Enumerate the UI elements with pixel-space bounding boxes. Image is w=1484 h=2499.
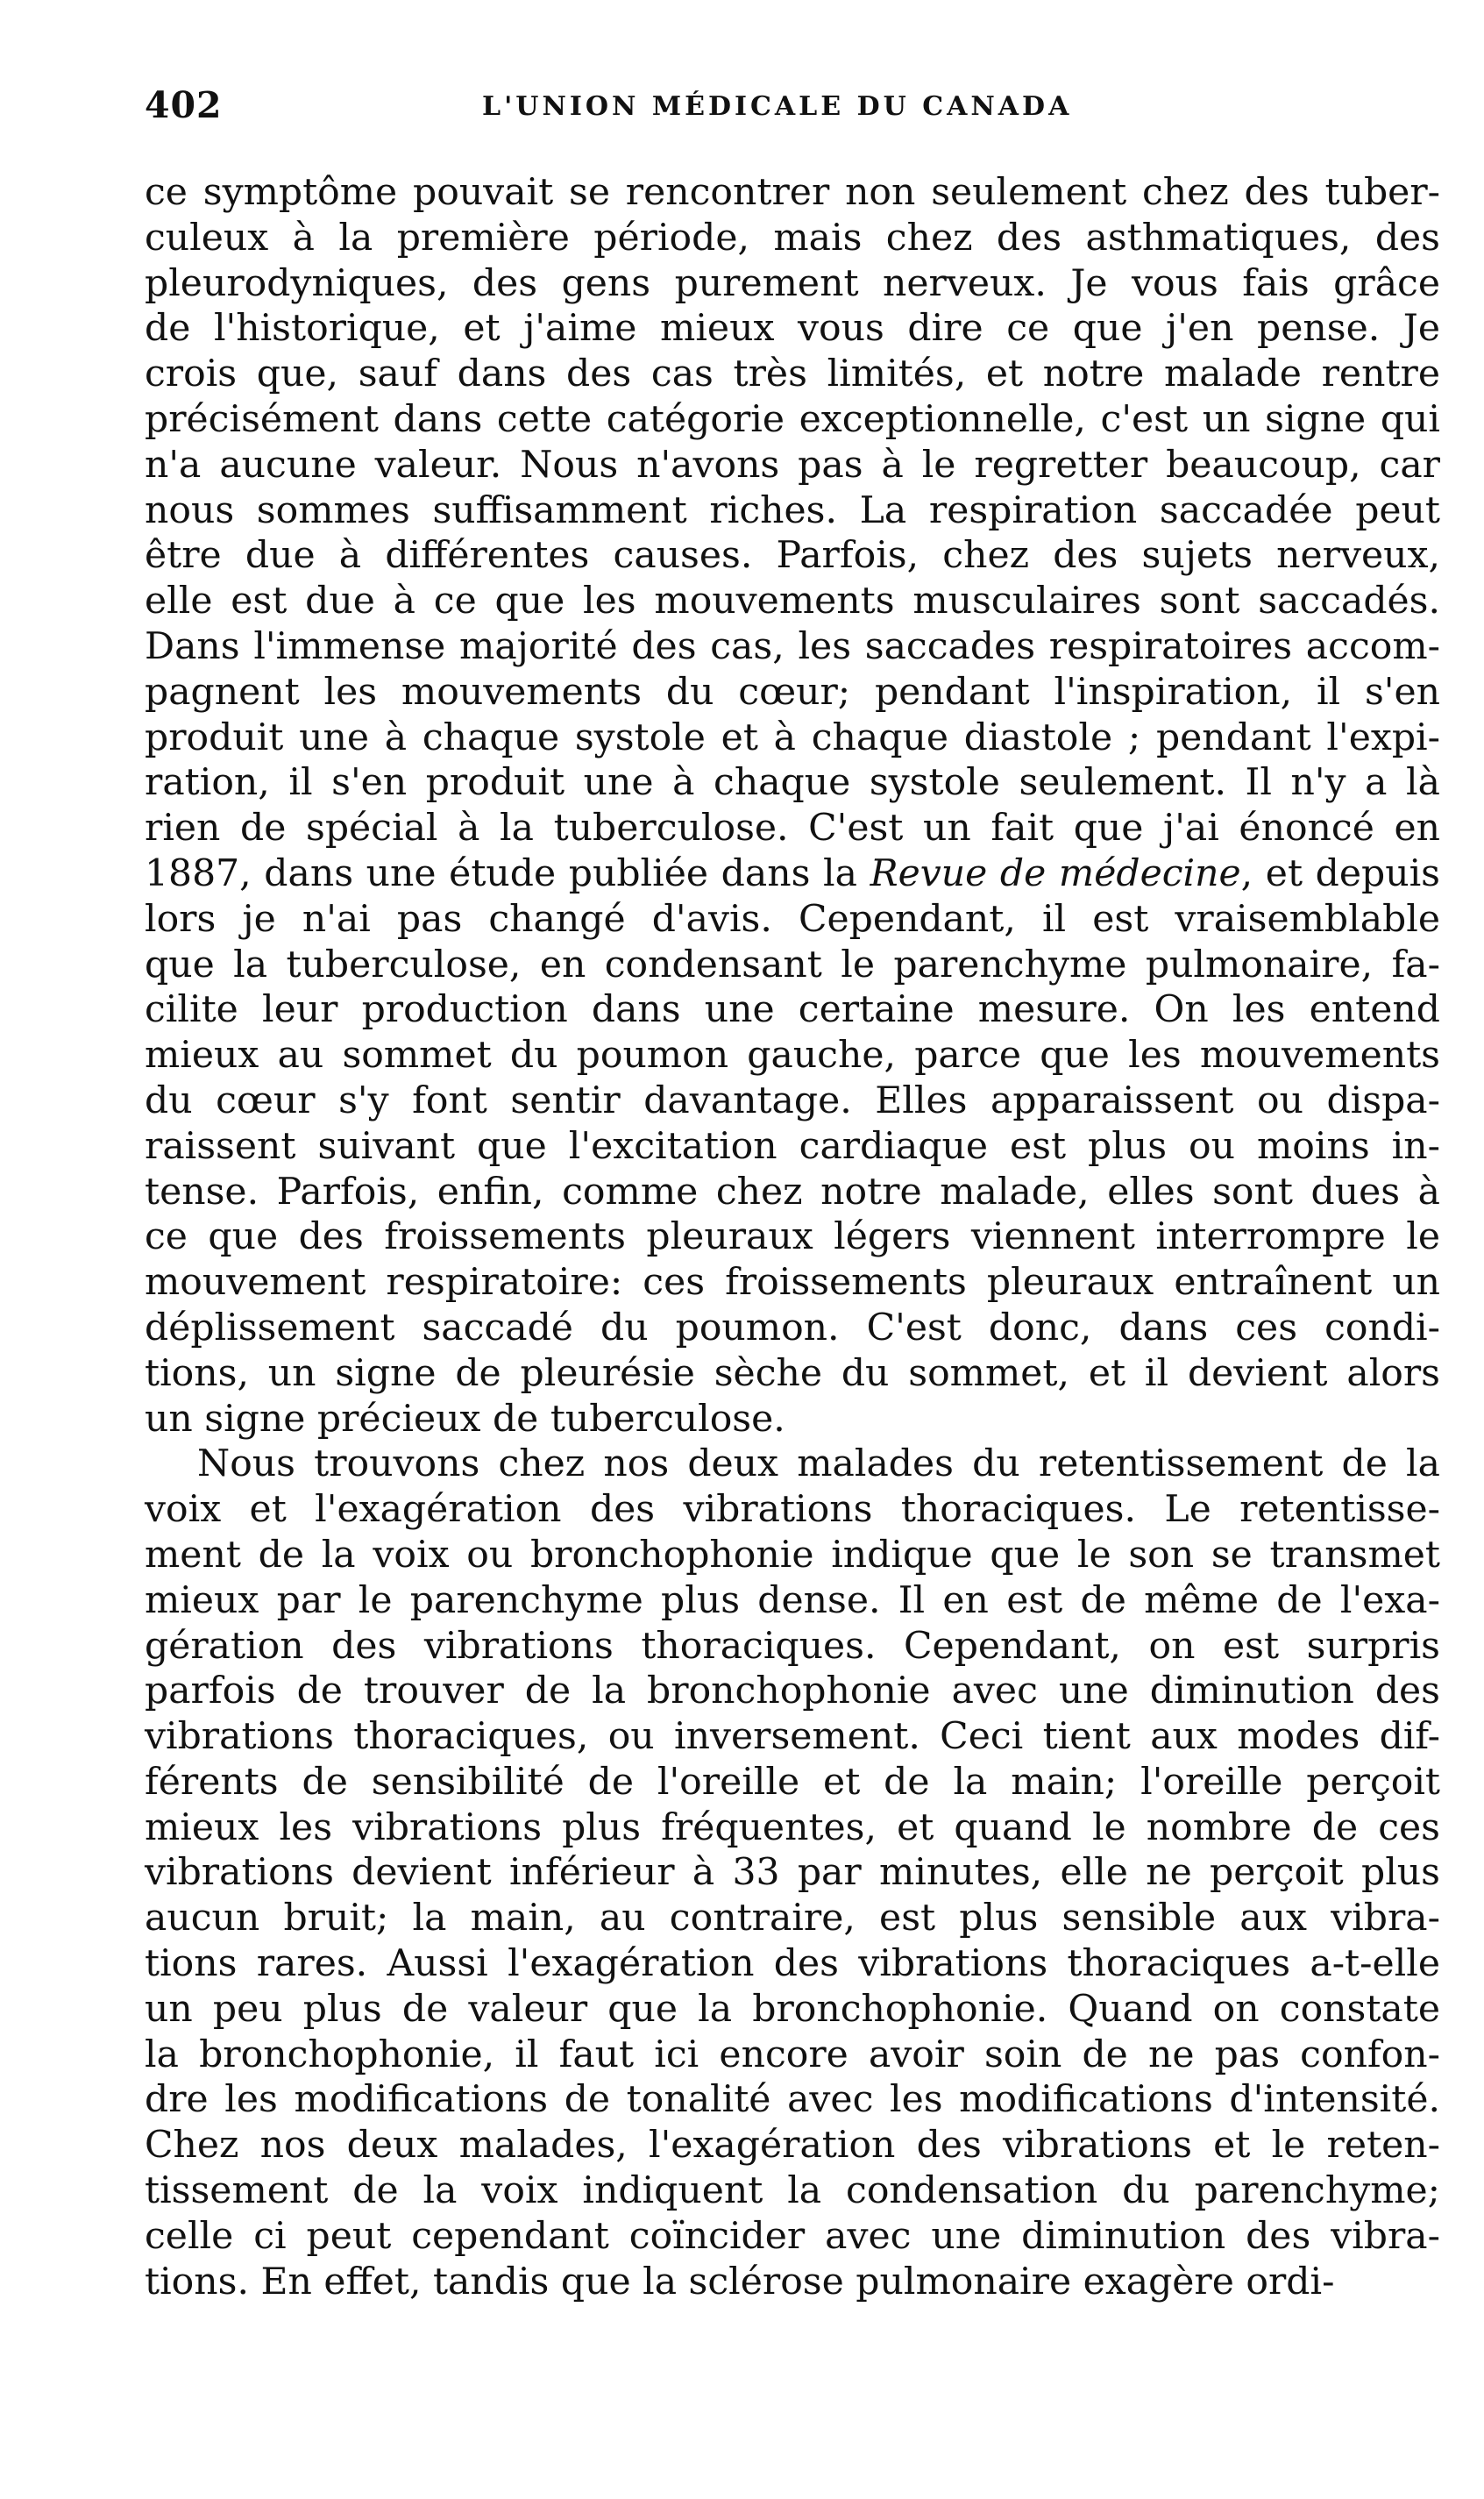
paragraph (145, 1442, 1440, 2304)
text-line: la bronchophonie, il faut ici encore avoir soin de ne pas confon- (145, 2033, 1440, 2076)
text-line: de l'historique, et j'aime mieux vous dire ce que j'en pense. Je (145, 307, 1440, 351)
text-line: tions rares. Aussi l'exagération des vibrations thoraciques a-t-elle (145, 1942, 1440, 1986)
text-line: ce symptôme pouvait se rencontrer non seulement chez des tuber- (145, 171, 1440, 214)
text-line: précisément dans cette catégorie exceptionnelle, c'est un signe qui (145, 397, 1440, 441)
text-line: déplissement saccadé du poumon. C'est donc, dans ces condi- (145, 1306, 1440, 1349)
body-text (145, 170, 1440, 2304)
text-line: rien de spécial à la tuberculose. C'est un fait que j'ai énoncé en (145, 807, 1440, 851)
text-line: ration, il s'en produit une à chaque systole seulement. Il n'y a là (145, 761, 1440, 805)
text-line: tions. En effet, tandis que la sclérose pulmonaire exagère ordi- (145, 2260, 1335, 2303)
book-page (145, 77, 1440, 2304)
text-line: Dans l'immense majorité des cas, les saccades respiratoires accom- (145, 624, 1440, 668)
text-line: aucun bruit; la main, au contraire, est plus sensible aux vibra- (145, 1897, 1440, 1940)
text-line: un signe précieux de tuberculose. (145, 1397, 785, 1441)
text-line: culeux à la première période, mais chez des asthmatiques, des (145, 216, 1440, 260)
text-line: celle ci peut cependant coïncider avec une diminution des vibra- (145, 2214, 1440, 2258)
text-line: parfois de trouver de la bronchophonie avec une diminution des (145, 1670, 1440, 1713)
text-line: que la tuberculose, en condensant le parenchyme pulmonaire, fa- (145, 943, 1440, 986)
text-line: elle est due à ce que les mouvements musculaires sont saccadés. (145, 580, 1440, 623)
text-line: crois que, sauf dans des cas très limités, et notre malade rentre (145, 352, 1440, 396)
text-line: ce que des froissements pleuraux légers viennent interrompre le (145, 1215, 1440, 1259)
text-line: tense. Parfois, enfin, comme chez notre malade, elles sont dues à (145, 1170, 1440, 1214)
text-line: tions, un signe de pleurésie sèche du sommet, et il devient alors (145, 1351, 1440, 1395)
text-line: un peu plus de valeur que la bronchophonie. Quand on constate (145, 1987, 1440, 2031)
page-number: 402 (145, 84, 223, 126)
text-line: Nous trouvons chez nos deux malades du retentissement de la (197, 1442, 1440, 1486)
text-line: 1887, dans une étude publiée dans la Revue de médecine, et depuis (145, 851, 1440, 895)
text-line: dre les modifications de tonalité avec les modifications d'intensité. (145, 2078, 1440, 2122)
text-line: n'a aucune valeur. Nous n'avons pas à le regretter beaucoup, car (145, 443, 1440, 487)
text-line: du cœur s'y font sentir davantage. Elles apparaissent ou dispa- (145, 1079, 1440, 1122)
text-line: ment de la voix ou bronchophonie indique que le son se transmet (145, 1533, 1440, 1577)
text-line: vibrations devient inférieur à 33 par minutes, elle ne perçoit plus (145, 1851, 1440, 1895)
page-header (145, 77, 1440, 130)
text-line: produit une à chaque systole et à chaque diastole ; pendant l'expi- (145, 716, 1440, 759)
text-line: vibrations thoraciques, ou inversement. Ceci tient aux modes dif- (145, 1715, 1440, 1759)
text-line: raissent suivant que l'excitation cardiaque est plus ou moins in- (145, 1124, 1440, 1168)
text-line: pagnent les mouvements du cœur; pendant l'inspiration, il s'en (145, 670, 1440, 714)
text-line: voix et l'exagération des vibrations thoraciques. Le retentisse- (145, 1488, 1440, 1532)
text-line: mieux au sommet du poumon gauche, parce que les mouvements (145, 1034, 1440, 1078)
text-line: mieux les vibrations plus fréquentes, et quand le nombre de ces (145, 1805, 1440, 1849)
text-line: être due à différentes causes. Parfois, chez des sujets nerveux, (145, 534, 1440, 578)
running-title: L'UNION MÉDICALE DU CANADA (482, 91, 1073, 122)
text-line: cilite leur production dans une certaine mesure. On les entend (145, 988, 1440, 1032)
text-line: Chez nos deux malades, l'exagération des vibrations et le reten- (145, 2124, 1440, 2168)
text-line: férents de sensibilité de l'oreille et de la main; l'oreille perçoit (145, 1760, 1440, 1804)
text-line: gération des vibrations thoraciques. Cependant, on est surpris (145, 1624, 1440, 1668)
text-line: lors je n'ai pas changé d'avis. Cependant, il est vraisemblable (145, 897, 1440, 941)
text-line: nous sommes suffisamment riches. La respiration saccadée peut (145, 488, 1440, 532)
paragraph (145, 170, 1440, 1442)
text-line: tissement de la voix indiquent la condensation du parenchyme; (145, 2169, 1440, 2213)
text-line: pleurodyniques, des gens purement nerveux. Je vous fais grâce (145, 261, 1440, 305)
text-line: mouvement respiratoire: ces froissements pleuraux entraînent un (145, 1261, 1440, 1305)
text-line: mieux par le parenchyme plus dense. Il en est de même de l'exa- (145, 1578, 1440, 1622)
